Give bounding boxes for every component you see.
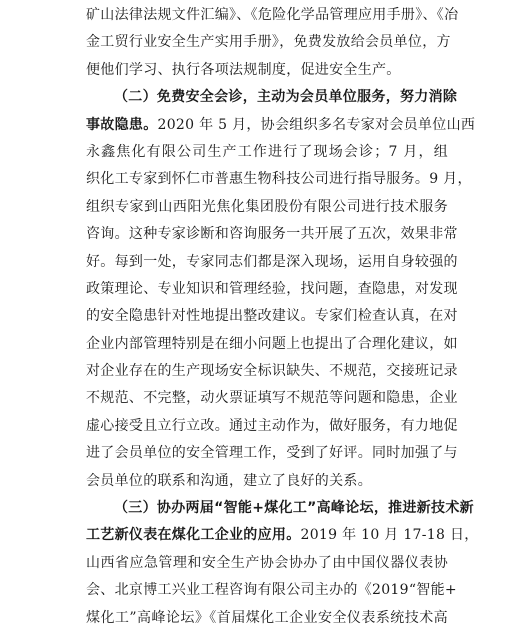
section-3-heading-tail: 工艺新仪表在煤化工企业的应用。 xyxy=(86,527,301,544)
section-2-line: 组织专家到山西阳光焦化集团股份有限公司进行技术服务 xyxy=(86,198,448,215)
section-3-line: 煤化工”高峰论坛》《首届煤化工企业安全仪表系统技术高 xyxy=(86,609,448,626)
section-2-text-start: 2020 年 5 月，协会组织多名专家对会员单位山西 xyxy=(157,116,476,133)
section-2-line: 政策理论、专业知识和管理经验，找问题，查隐患，对发现 xyxy=(86,280,458,297)
section-2-line: 不规范、不完整，动火票证填写不规范等问题和隐患，企业 xyxy=(86,390,458,407)
section-2-line: 永鑫焦化有限公司生产工作进行了现场会诊；7 月，组 xyxy=(86,143,448,160)
section-2-line: 的安全隐患针对性地提出整改建议。专家们检查认真，在对 xyxy=(86,308,458,325)
section-2-line: 企业内部管理特别是在细小问题上也提出了合理化建议，如 xyxy=(86,335,458,352)
section-2-line: 虚心接受且立行立改。通过主动作为，做好服务，有力地促 xyxy=(86,417,458,434)
intro-line-3: 便他们学习、执行各项法规制度，促进安全生产。 xyxy=(86,61,401,78)
section-2-line: 进了会员单位的安全管理工作，受到了好评。同时加强了与 xyxy=(86,445,458,462)
section-2-line: 咨询。这种专家诊断和咨询服务一共开展了五次，效果非常 xyxy=(86,226,458,243)
section-2-heading-tail: 事故隐患。 xyxy=(86,116,158,133)
section-2-heading-continued xyxy=(86,112,476,139)
intro-line-1: 矿山法律法规文件汇编》、《危险化学品管理应用手册》、《冶 xyxy=(86,7,459,23)
section-2-line: 织化工专家到怀仁市普惠生物科技公司进行指导服务。9 月， xyxy=(86,171,472,188)
section-3-heading-continued xyxy=(86,522,479,549)
section-2-line: 对企业存在的生产现场安全标识缺失、不规范，交接班记录 xyxy=(86,363,458,380)
document-page xyxy=(86,2,479,632)
section-3-line: 会、北京博工兴业工程咨询有限公司主办的《2019“智能+ xyxy=(86,582,457,599)
section-3-line: 山西省应急管理和安全生产协会协办了由中国仪器仪表协 xyxy=(86,554,448,571)
intro-line-2: 金工贸行业安全生产实用手册》，免费发放给会员单位，方 xyxy=(86,34,451,51)
section-2-line: 会员单位的联系和沟通，建立了良好的关系。 xyxy=(86,472,372,489)
section-3-heading: （三）协办两届“智能+煤化工”高峰论坛，推进新技术新 xyxy=(114,500,474,517)
section-2-heading: （二）免费安全会诊，主动为会员单位服务，努力消除 xyxy=(114,89,458,106)
section-2-line: 好。每到一处，专家同志们都是深入现场，运用自身较强的 xyxy=(86,253,458,270)
section-3-text-start: 2019 年 10 月 17-18 日， xyxy=(300,527,479,544)
